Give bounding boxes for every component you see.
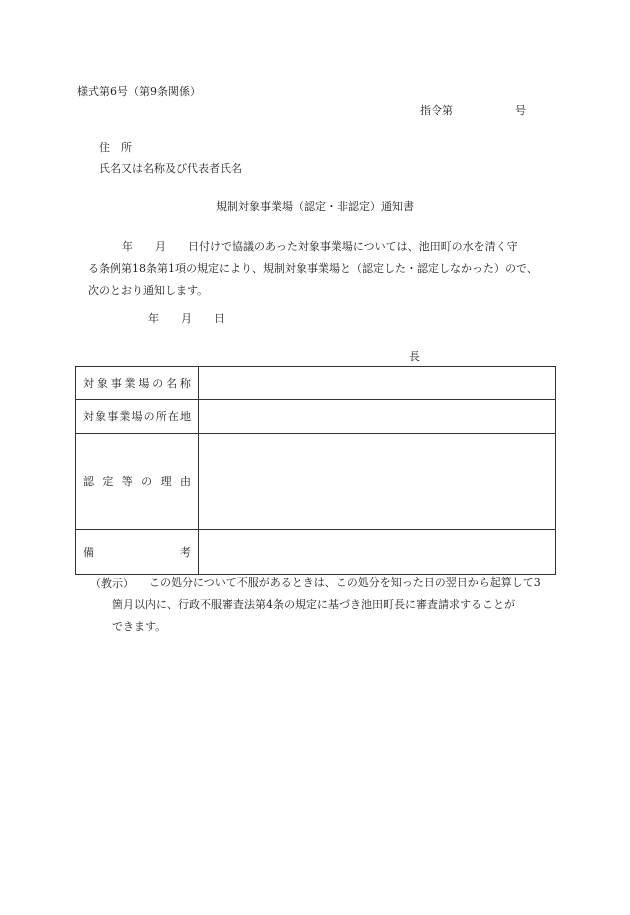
body-line-2: る条例第18条第1項の規定により、規制対象事業場と（認定した・認定しなかった）ので、	[88, 262, 538, 275]
row-label-facility-name	[76, 367, 199, 400]
table-row	[76, 400, 556, 434]
label-char: 所	[155, 410, 167, 423]
body-line-1: 年 月 日付けで協議のあった対象事業場については、池田町の水を清く守	[122, 240, 518, 253]
label-char: 認	[83, 475, 94, 488]
row-value-reason[interactable]	[199, 434, 556, 530]
label-char: 由	[179, 475, 191, 488]
notice-line-3: できます。	[112, 620, 167, 633]
remarks-label	[83, 547, 191, 558]
label-char: 地	[180, 410, 191, 423]
label-char: 事	[107, 410, 119, 423]
label-char: 理	[160, 475, 172, 488]
reference-number	[420, 105, 526, 116]
row-value-facility-name[interactable]	[199, 367, 556, 400]
body-line-3: 次のとおり通知します。	[88, 284, 209, 297]
body-text	[88, 236, 558, 302]
label-char: 名	[166, 376, 178, 390]
reference-suffix: 号	[515, 104, 526, 117]
recipient-address-label: 住 所	[99, 141, 132, 154]
form-number: 様式第6号（第9条関係）	[77, 85, 201, 98]
label-char: 業	[119, 410, 131, 423]
issuer-title: 長	[409, 350, 420, 363]
reference-prefix: 指令第	[420, 104, 453, 117]
table-row	[76, 530, 556, 575]
table-row	[76, 434, 556, 530]
label-char: 象	[95, 410, 107, 423]
label-char: 考	[180, 545, 191, 559]
row-label-reason	[76, 434, 199, 530]
label-char: の	[152, 376, 164, 390]
label-char: 場	[138, 376, 150, 390]
label-char: 場	[131, 410, 143, 423]
label-char: 称	[179, 376, 191, 390]
label-char: 対	[83, 376, 94, 390]
label-char: の	[143, 410, 155, 423]
table-row	[76, 367, 556, 400]
notice-line-1: この処分について不服があるときは、この処分を知った日の翌日から起算して3	[149, 576, 541, 589]
label-char: 事	[110, 376, 122, 390]
date-line: 年 月 日	[148, 312, 225, 325]
info-table	[75, 366, 556, 575]
facility-location-label	[83, 411, 191, 422]
notice-line-2: 箇月以内に、行政不服審査法第4条の規定に基づき池田町長に審査請求することが	[112, 598, 515, 611]
reason-label	[83, 476, 191, 487]
label-char: 在	[167, 410, 179, 423]
facility-name-label	[83, 378, 191, 389]
row-label-remarks	[76, 530, 199, 575]
notice-label: （教示）	[90, 577, 134, 590]
label-char: 対	[83, 410, 94, 423]
document-title: 規制対象事業場（認定・非認定）通知書	[216, 200, 414, 213]
row-value-remarks[interactable]	[199, 530, 556, 575]
label-char: の	[141, 475, 153, 488]
row-value-facility-location[interactable]	[199, 400, 556, 434]
label-char: 等	[121, 475, 133, 488]
label-char: 定	[102, 475, 114, 488]
row-label-facility-location	[76, 400, 199, 434]
label-char: 備	[83, 545, 94, 559]
label-char: 業	[124, 376, 136, 390]
recipient-name-label: 氏名又は名称及び代表者氏名	[99, 162, 242, 175]
label-char: 象	[96, 376, 108, 390]
